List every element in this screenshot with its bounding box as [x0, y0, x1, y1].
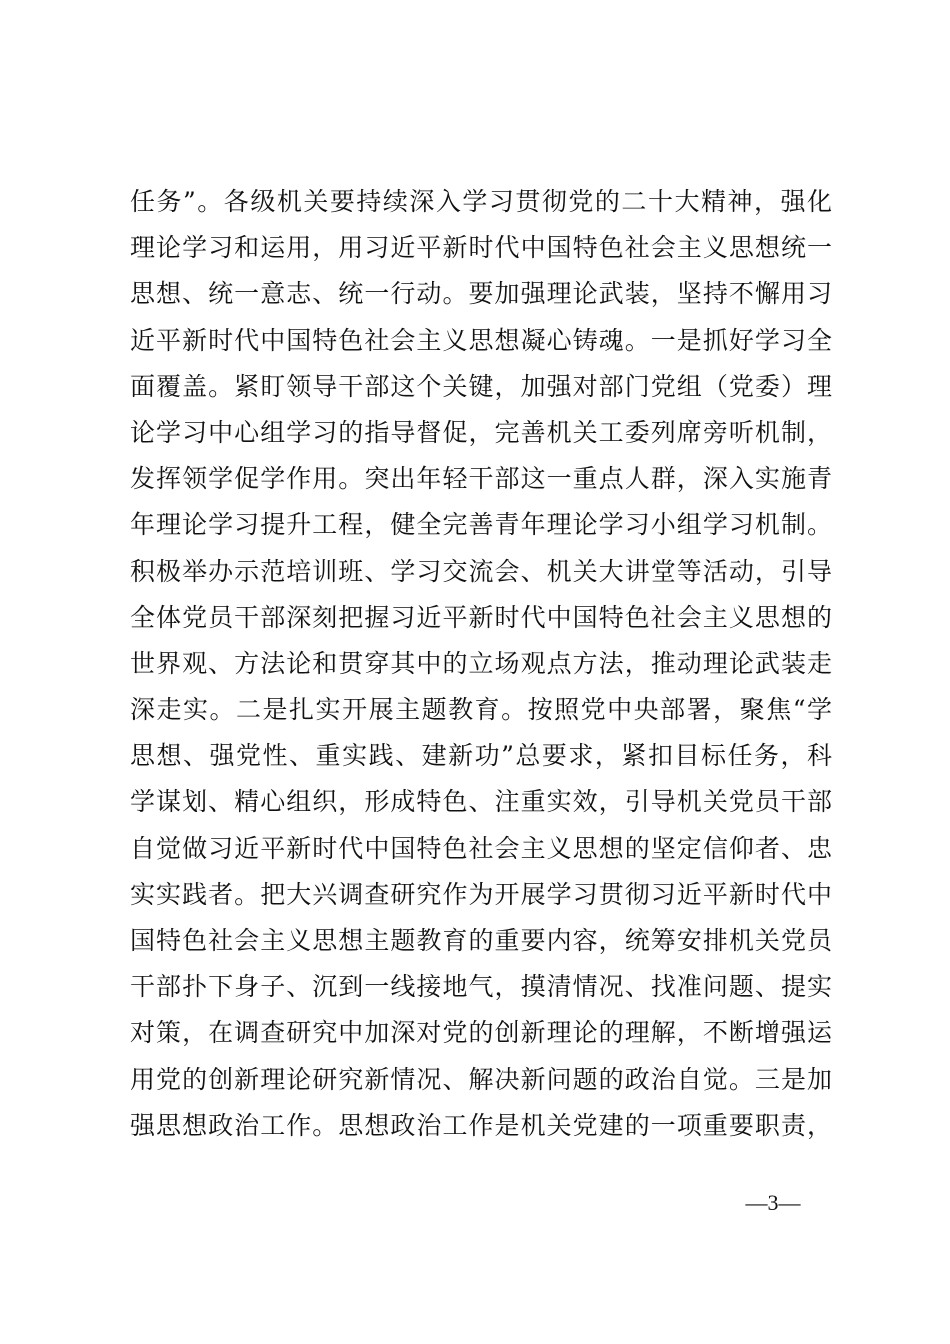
text-line: 世界观、方法论和贯穿其中的立场观点方法，推动理论武装走 [130, 648, 832, 678]
text-line: 深走实。二是扎实开展主题教育。按照党中央部署，聚焦“学 [130, 695, 832, 725]
text-line: 近平新时代中国特色社会主义思想凝心铸魂。一是抓好学习全 [130, 325, 832, 355]
text-line: 强思想政治工作。思想政治工作是机关党建的一项重要职责， [130, 1110, 832, 1140]
text-line: 学谋划、精心组织，形成特色、注重实效，引导机关党员干部 [130, 787, 832, 817]
text-line: 用党的创新理论研究新情况、解决新问题的政治自觉。三是加 [130, 1064, 832, 1094]
text-line: 自觉做习近平新时代中国特色社会主义思想的坚定信仰者、忠 [130, 833, 832, 863]
body-text [130, 179, 832, 1149]
text-line: 积极举办示范培训班、学习交流会、机关大讲堂等活动，引导 [130, 556, 832, 586]
text-line: 面覆盖。紧盯领导干部这个关键，加强对部门党组（党委）理 [130, 371, 832, 401]
page-number: —3— [745, 1190, 801, 1215]
text-line: 理论学习和运用，用习近平新时代中国特色社会主义思想统一 [130, 233, 832, 263]
text-line: 国特色社会主义思想主题教育的重要内容，统筹安排机关党员 [130, 926, 832, 955]
text-line: 思想、统一意志、统一行动。要加强理论武装，坚持不懈用习 [130, 279, 832, 309]
text-line: 任务”。各级机关要持续深入学习贯彻党的二十大精神，强化 [130, 187, 832, 216]
text-line: 论学习中心组学习的指导督促，完善机关工委列席旁听机制， [130, 417, 832, 447]
text-line: 年理论学习提升工程，健全完善青年理论学习小组学习机制。 [130, 510, 832, 540]
text-line: 实实践者。把大兴调查研究作为开展学习贯彻习近平新时代中 [130, 879, 832, 909]
text-line: 对策，在调查研究中加深对党的创新理论的理解，不断增强运 [130, 1018, 832, 1048]
text-line: 思想、强党性、重实践、建新功”总要求，紧扣目标任务，科 [130, 741, 832, 771]
text-line: 干部扑下身子、沉到一线接地气，摸清情况、找准问题、提实 [130, 972, 832, 1002]
text-line: 发挥领学促学作用。突出年轻干部这一重点人群，深入实施青 [130, 464, 832, 494]
text-line: 全体党员干部深刻把握习近平新时代中国特色社会主义思想的 [130, 602, 832, 632]
